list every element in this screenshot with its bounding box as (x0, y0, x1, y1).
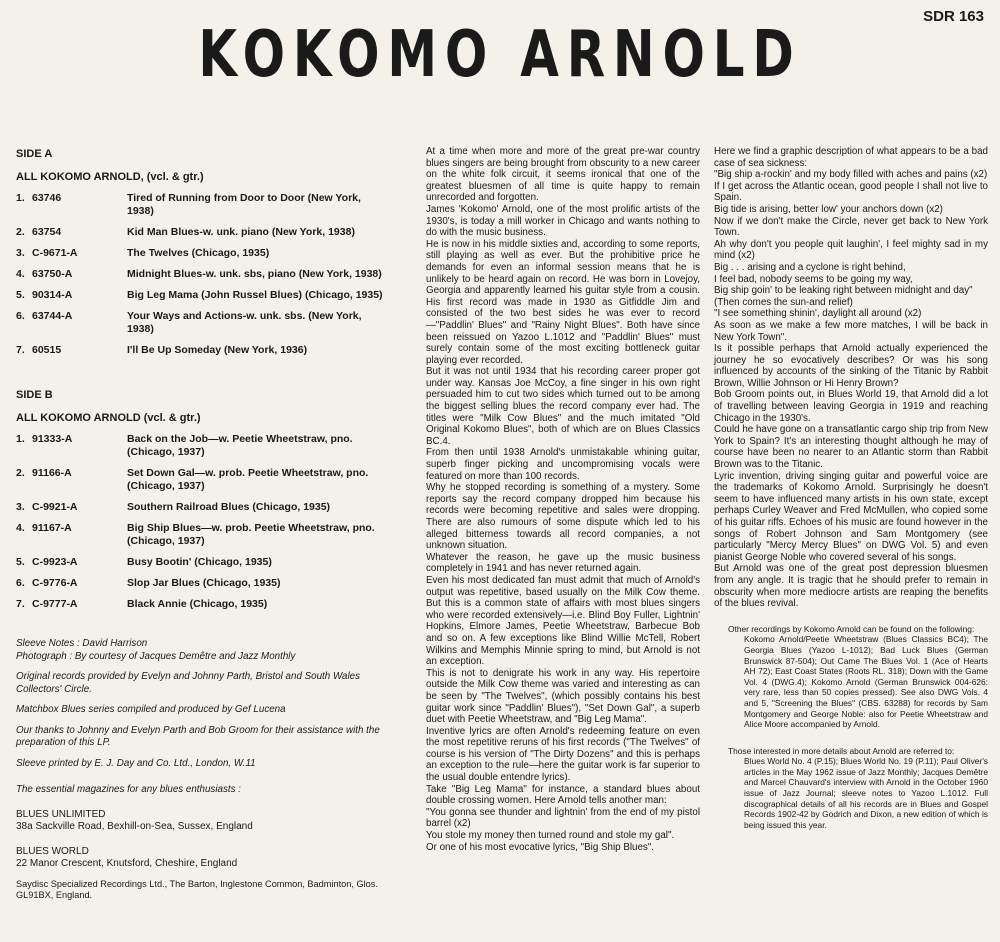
side-b-tracks (16, 433, 386, 611)
paragraph: Or one of his most evocative lyrics, "Big Ship Blues". (426, 841, 655, 853)
matrix-number: 91167-A (32, 522, 72, 534)
publisher-address: Saydisc Specialized Recordings Ltd., The Barton, Inglestone Common, Badminton, Glos. GL91BX, England. (16, 878, 378, 900)
track-number: 2. (16, 467, 25, 479)
paragraph: Why he stopped recording is something of a mystery. Some reports say the record company dropped him because his records were becoming repetitive and sales were dropping. There are also rumours of some dispute which led to his alleged bitterness towards all record companies, a not unknown situation. (426, 482, 700, 552)
matrix-number: 63744-A (32, 310, 73, 322)
paragraph: From then until 1938 Arnold's unmistakable whining guitar, superb finger picking and uncompromising vocals were featured on more than 100 records. (426, 447, 700, 482)
track-row (16, 247, 386, 260)
thanks-credit: Our thanks to Johnny and Evelyn Parth and Bob Groom for their assistance with the preparation of this LP. (16, 724, 380, 748)
paragraph: You stole my money then turned round and stole my gal". (426, 830, 675, 842)
matrix-number: 91333-A (32, 433, 73, 445)
track-title: I'll Be Up Someday (New York, 1936) (127, 344, 308, 356)
paragraph: Inventive lyrics are often Arnold's redeeming feature on even the most repetitive reruns of his first records ("The Twelves" of course is his version of "The Dirty Dozens" and this is perhaps an exception to the rule—here the guitar work is far superior to the usual double entendre lyrics). (426, 725, 700, 784)
track-row (16, 268, 386, 281)
side-b-credit: ALL KOKOMO ARNOLD (vcl. & gtr.) (16, 412, 201, 424)
track-number: 4. (16, 522, 25, 534)
track-number: 3. (16, 247, 25, 259)
further-reading-list: Blues World No. 4 (P.15); Blues World No. 19 (P.11); Paul Oliver's articles in the May 1962 issue of Jazz Monthly; Jacques Demêtre and Marcel Chauvard's interview with Arnold in the October 1960 issue of Jazz Journal; sleeve notes to Yazoo L.1012. Full discographical details of all his records are in Blues and Gospel Records 1902-42 by Godrich and Dixon, a new edition of which is being issued this year. (744, 756, 988, 830)
side-a-tracks (16, 192, 386, 357)
other-recordings (714, 624, 988, 730)
track-title: Busy Bootin' (Chicago, 1935) (127, 556, 272, 568)
matchbox-credit: Matchbox Blues series compiled and produced by Gef Lucena (16, 704, 286, 715)
track-title: Set Down Gal—w. prob. Peetie Wheetstraw, pno. (Chicago, 1937) (127, 467, 369, 492)
track-number: 7. (16, 344, 25, 356)
paragraph: Take "Big Leg Mama" for instance, a standard blues about double crossing women. Here Arnold tells another man: (426, 783, 700, 807)
paragraph: Ah why don't you people quit laughin', I feel mighty sad in my mind (x2) (714, 238, 988, 262)
paragraph: But Arnold was one of the great post depression bluesmen from any angle. It is tragic that he should prefer to remain in obscurity when more mediocre artists are reaping the benefits of the blues revival. (714, 563, 988, 610)
track-number: 4. (16, 268, 25, 280)
paragraph: "I see something shinin', daylight all around (x2) (714, 308, 922, 320)
track-title: Southern Railroad Blues (Chicago, 1935) (127, 501, 331, 513)
credits (16, 638, 391, 907)
track-row (16, 433, 386, 459)
track-title: Big Leg Mama (John Russel Blues) (Chicago, 1935) (127, 289, 383, 301)
side-a-heading: SIDE A (16, 148, 53, 160)
paragraph: Lyric invention, driving singing guitar and powerful voice are the trademarks of Kokomo Arnold. Surprisingly he doesn't seem to have influenced many artists in his own state, except perhaps Curley Weaver and Fred McMullen, who copied some of his guitar riffs. Echoes of his music are found however in the songs of Robert Johnson and Sam Montgomery (see particularly "Mercy Mercy Blues" on DWG Vol. 5) and even pianist George Noble who covered several of his songs. (714, 470, 988, 563)
track-row (16, 556, 386, 569)
paragraph: This is not to denigrate his work in any way. His repertoire outside the Milk Cow theme was varied and interesting as can be seen by "The Twelves", (which possibly contains his best guitar work since "Paddlin' Blues"), "Set Down Gal", a superb duet with Peetie Wheetstraw, and "Big Leg Mama". (426, 667, 700, 726)
track-number: 5. (16, 556, 25, 568)
track-number: 5. (16, 289, 25, 301)
paragraph: Now if we don't make the Circle, never get back to New York Town. (714, 215, 988, 239)
album-title: KOKOMO ARNOLD (198, 18, 802, 92)
matrix-number: C-9923-A (32, 556, 78, 568)
matrix-number: C-9777-A (32, 598, 78, 610)
blues-unlimited-name: BLUES UNLIMITED (16, 808, 106, 820)
track-row (16, 577, 386, 590)
liner-notes-column-1 (426, 146, 700, 853)
track-title: Black Annie (Chicago, 1935) (127, 598, 268, 610)
track-title: Back on the Job—w. Peetie Wheetstraw, pno. (Chicago, 1937) (127, 433, 353, 458)
side-a-credit: ALL KOKOMO ARNOLD, (vcl. & gtr.) (16, 171, 204, 183)
track-title: Big Ship Blues—w. prob. Peetie Wheetstraw, pno. (Chicago, 1937) (127, 522, 375, 547)
track-row (16, 344, 386, 357)
magazines-heading: The essential magazines for any blues enthusiasts : (16, 784, 241, 795)
track-row (16, 598, 386, 611)
matrix-number: 63754 (32, 226, 62, 238)
track-number: 2. (16, 226, 25, 238)
track-title: Midnight Blues-w. unk. sbs, piano (New York, 1938) (127, 268, 382, 280)
matrix-number: 63746 (32, 192, 62, 204)
matrix-number: 90314-A (32, 289, 73, 301)
photograph-credit: Photograph : By courtesy of Jacques Demêtre and Jazz Monthly (16, 650, 296, 662)
other-recordings-intro: Other recordings by Kokomo Arnold can be found on the following: (728, 623, 975, 634)
paragraph: (Then comes the sun-and relief) (714, 296, 853, 308)
matrix-number: 91166-A (32, 467, 72, 479)
paragraph: He is now in his middle sixties and, according to some reports, still playing as well as ever. But the prohibitive price he demands for even an informal session means that he is unlikely to be heard again on record. He was born in Lovejoy, Georgia and apparently learned his guitar style from a cousin. His first record was made in 1930 as Gitfiddle Jim and consisted of the two best sides he was ever to record—"Paddlin' Blues" and "Rainy Night Blues". Both have since been reissued on Yazoo L.1012 and "Paddlin' Blues" must surely contain some of the most exciting bottleneck guitar playing ever recorded. (426, 238, 700, 366)
further-reading (714, 746, 988, 831)
original-records-credit: Original records provided by Evelyn and Johnny Parth, Bristol and South Wales Collectors' Circle. (16, 671, 360, 695)
side-b-heading: SIDE B (16, 389, 53, 401)
tracklist (16, 148, 386, 619)
track-row (16, 226, 386, 239)
track-number: 1. (16, 433, 25, 445)
track-row (16, 522, 386, 548)
track-number: 7. (16, 598, 25, 610)
track-number: 6. (16, 577, 25, 589)
paragraph: Bob Groom points out, in Blues World 19, that Arnold did a lot of travelling between leaving Georgia in 1919 and reaching Chicago in the 1930's. (714, 389, 988, 424)
track-row (16, 310, 386, 336)
paragraph: As soon as we make a few more matches, I will be back in New York Town". (714, 319, 988, 343)
track-number: 1. (16, 192, 25, 204)
blues-world-address: 22 Manor Crescent, Knutsford, Cheshire, England (16, 858, 238, 869)
matrix-number: 63750-A (32, 268, 73, 280)
paragraph: Big tide is arising, better low' your anchors down (x2) (714, 203, 943, 215)
paragraph: I feel bad, nobody seems to be going my way, (714, 273, 913, 285)
paragraph: Could he have gone on a transatlantic cargo ship trip from New York to Spain? It's an interesting thought although he may of course have been no nearer to an Atlantic storm than Rabbit Brown was to the Titanic. (714, 424, 988, 471)
paragraph: Big ship goin' to be leaking right between midnight and day" (714, 285, 973, 297)
paragraph: Here we find a graphic description of what appears to be a bad case of sea sickness: (714, 146, 988, 169)
track-title: The Twelves (Chicago, 1935) (127, 247, 270, 259)
sleeve-notes-credit: Sleeve Notes : David Harrison (16, 638, 148, 649)
track-title: Slop Jar Blues (Chicago, 1935) (127, 577, 281, 589)
track-row (16, 467, 386, 493)
matrix-number: C-9776-A (32, 577, 78, 589)
other-recordings-list: Kokomo Arnold/Peetie Wheetstraw (Blues Classics BC4); The Georgia Blues (Yazoo L-1012); Bad Luck Blues (German Brunswick 87-504); Out Came The Blues Vol. 1 (Ace of Hearts AH 72); East Coast States (Roots RL. 318); Down with the Game Vol. 4 (DWG.4); Kokomo Arnold (German Brunswick 004-626: very rare, less than 50 copies pressed). See also DWG Vols. 4 and 5, "Screening the Blues" (CBS. 63288) for records by Sam Montgomery and George Noble: also for Peetie Wheetstraw and Alice Moore accompanied by Arnold. (744, 634, 988, 730)
track-title: Kid Man Blues-w. unk. piano (New York, 1938) (127, 226, 355, 238)
blues-unlimited-address: 38a Sackville Road, Bexhill-on-Sea, Sussex, England (16, 821, 253, 832)
paragraph: But it was not until 1934 that his recording career proper got under way. Kansas Joe McCoy, a fine singer in his own right persuaded him to cut two sides which turned out to be among the biggest selling blues the record company ever had. The titles were "Milk Cow Blues" and the much imitated "Old Original Kokomo Blues", both of which are on Blues Classics BC.4. (426, 366, 700, 447)
paragraph: If I get across the Atlantic ocean, good people I shall not live to Spain. (714, 180, 988, 204)
paragraph: Whatever the reason, he gave up the music business completely in 1941 and has never returned again. (426, 551, 700, 575)
track-row (16, 192, 386, 218)
track-number: 3. (16, 501, 25, 513)
track-title: Your Ways and Actions-w. unk. sbs. (New York, 1938) (127, 310, 362, 335)
further-reading-intro: Those interested in more details about Arnold are referred to: (728, 745, 955, 756)
track-row (16, 289, 386, 302)
printer-credit: Sleeve printed by E. J. Day and Co. Ltd., London, W.11 (16, 757, 256, 769)
matrix-number: C-9671-A (32, 247, 78, 259)
matrix-number: 60515 (32, 344, 62, 356)
catalog-number: SDR 163 (923, 8, 984, 25)
paragraph: "Big ship a-rockin' and my body filled with aches and pains (x2) (714, 169, 988, 181)
matrix-number: C-9921-A (32, 501, 78, 513)
paragraph: Is it possible perhaps that Arnold actually experienced the journey he so evocatively describes? Or was his song influenced by accounts of the sinking of the Titanic by Rabbit Brown, Willie Johnson or Hi Henry Brown? (714, 343, 988, 389)
track-title: Tired of Running from Door to Door (New York, 1938) (127, 192, 361, 217)
paragraph: "You gonna see thunder and lightnin' from the end of my pistol barrel (x2) (426, 806, 700, 830)
paragraph: Big . . . arising and a cyclone is right behind, (714, 261, 906, 273)
liner-notes-column-2 (714, 146, 988, 830)
track-number: 6. (16, 310, 25, 322)
paragraph: At a time when more and more of the great pre-war country blues singers are being brought from obscurity to a new career on the white folk circuit, it seems ironical that one of the greatest bluesmen of all time is quite happy to remain unrecorded and forgotten. (426, 146, 700, 204)
blues-world-name: BLUES WORLD (16, 845, 89, 857)
paragraph: Even his most dedicated fan must admit that much of Arnold's output was repetitive, based usually on the Milk Cow theme. But this is a common state of affairs with most blues singers who were recorded extensively—i.e. Blind Boy Fuller, Lightnin' Hopkins, Elmore James, Peetie Wheetstraw, Barbecue Bob and so on. A few exceptions like Blind Willie McTell, Robert Wilkins and Memphis Minnie spring to mind, but Arnold is not an exception. (426, 574, 700, 668)
paragraph: James 'Kokomo' Arnold, one of the most prolific artists of the 1930's, is today a mill worker in Chicago and wants nothing to do with the music business. (426, 203, 700, 239)
track-row (16, 501, 386, 514)
